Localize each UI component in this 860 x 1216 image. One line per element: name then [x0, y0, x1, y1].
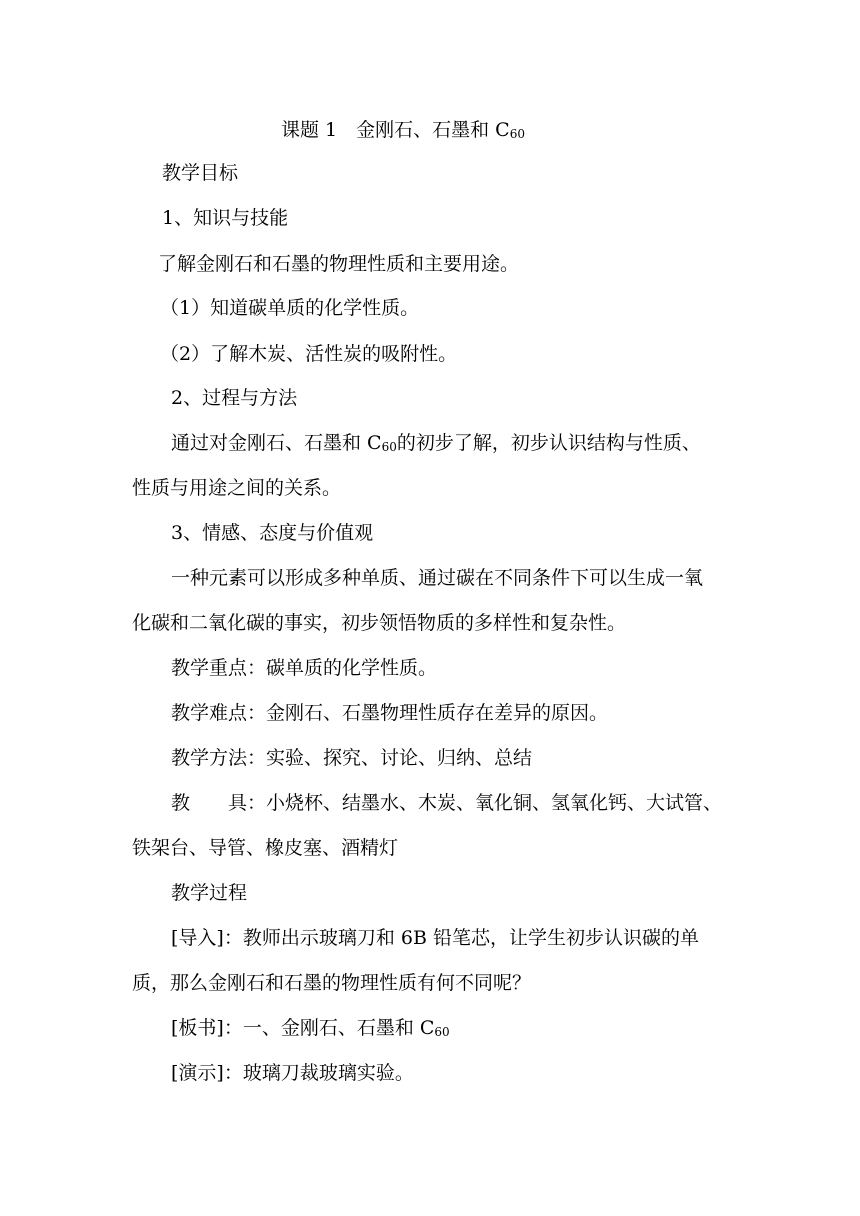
- process-text-subscript: 60: [381, 440, 397, 454]
- board-writing: [171, 1016, 450, 1040]
- emotion-attitude-heading: 3、情感、态度与价值观: [171, 522, 374, 544]
- teaching-key-point: 教学重点：碳单质的化学性质。: [171, 657, 438, 679]
- teaching-tools-line-2: 铁架台、导管、橡皮塞、酒精灯: [132, 837, 399, 859]
- lesson-title-subscript: 60: [509, 127, 525, 141]
- process-method-text-line-1: [171, 431, 701, 455]
- lesson-title-text: 课题 1 金刚石、石墨和 C: [281, 119, 510, 141]
- objective-item-1: （1）知道碳单质的化学性质。: [160, 297, 420, 319]
- lesson-title: [281, 118, 525, 142]
- teaching-objectives-heading: 教学目标: [162, 162, 239, 184]
- process-method-text-line-2: 性质与用途之间的关系。: [132, 477, 342, 499]
- knowledge-skills-heading: 1、知识与技能: [162, 207, 289, 229]
- objective-item-2: （2）了解木炭、活性炭的吸附性。: [160, 343, 458, 365]
- process-method-heading: 2、过程与方法: [171, 387, 298, 409]
- teaching-process-heading: 教学过程: [171, 882, 248, 904]
- board-writing-subscript: 60: [434, 1025, 450, 1039]
- board-writing-text: [板书]：一、金刚石、石墨和 C: [171, 1017, 435, 1039]
- objective-text: 了解金刚石和石墨的物理性质和主要用途。: [158, 253, 520, 275]
- introduction-line-2: 质，那么金刚石和石墨的物理性质有何不同呢？: [132, 972, 532, 994]
- process-text-part-1: 通过对金刚石、石墨和 C: [171, 432, 382, 454]
- process-text-part-2: 的初步了解，初步认识结构与性质、: [396, 432, 701, 454]
- demonstration: [演示]：玻璃刀裁玻璃实验。: [171, 1062, 414, 1084]
- emotion-text-line-2: 化碳和二氧化碳的事实，初步领悟物质的多样性和复杂性。: [132, 612, 627, 634]
- teaching-difficulty: 教学难点：金刚石、石墨物理性质存在差异的原因。: [171, 702, 609, 724]
- teaching-method: 教学方法：实验、探究、讨论、归纳、总结: [171, 747, 533, 769]
- introduction-line-1: [导入]：教师出示玻璃刀和 6B 铅笔芯，让学生初步认识碳的单: [171, 927, 699, 949]
- emotion-text-line-1: 一种元素可以形成多种单质、通过碳在不同条件下可以生成一氧: [171, 567, 704, 589]
- teaching-tools-line-1: 教 具：小烧杯、结墨水、木炭、氧化铜、氢氧化钙、大试管、: [171, 792, 723, 814]
